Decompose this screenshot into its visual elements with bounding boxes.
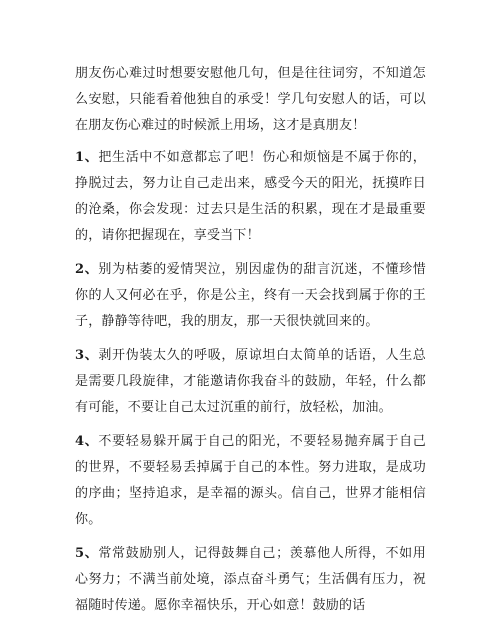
item-number: 5、	[75, 546, 99, 561]
list-item-3	[75, 343, 426, 421]
item-text: 常常鼓励别人，记得鼓舞自己；羡慕他人所得，不如用心努力；不满当前处境，添点奋斗勇气；生活偶有压力，祝福随时传递。愿你幸福快乐，开心如意！鼓励的话	[75, 546, 426, 613]
list-item-4	[75, 429, 426, 533]
intro-paragraph: 朋友伤心难过时想要安慰他几句，但是往往词穷，不知道怎么安慰，只能看着他独自的承受！学几句安慰人的话，可以在朋友伤心难过的时候派上用场，这才是真朋友！	[75, 66, 426, 133]
list-item-2	[75, 257, 426, 335]
document-body	[75, 61, 426, 627]
item-number: 3、	[75, 348, 99, 363]
item-text: 把生活中不如意都忘了吧！伤心和烦恼是不属于你的，挣脱过去，努力让自己走出来，感受今天的阳光，抚摸昨日的沧桑，你会发现：过去只是生活的积累，现在才是最重要的，请你把握现在，享受当下！	[75, 150, 426, 243]
item-text: 不要轻易躲开属于自己的阳光，不要轻易抛弃属于自己的世界，不要轻易丢掉属于自己的本性。努力进取，是成功的序曲；坚持追求，是幸福的源头。信自己，世界才能相信你。	[75, 434, 426, 527]
item-text: 别为枯萎的爱情哭泣，别因虚伪的甜言沉迷，不懂珍惜你的人又何必在乎，你是公主，终有一天会找到属于你的王子，静静等待吧，我的朋友，那一天很快就回来的。	[75, 262, 426, 329]
item-number: 1、	[75, 150, 99, 165]
list-item-1	[75, 145, 426, 249]
item-number: 4、	[75, 434, 99, 449]
item-text: 剥开伪装太久的呼吸，原谅坦白太简单的话语，人生总是需要几段旋律，才能邀请你我奋斗的鼓励，年轻，什么都有可能，不要让自己太过沉重的前行，放轻松，加油。	[75, 348, 426, 415]
list-item-5	[75, 541, 426, 619]
item-number: 2、	[75, 262, 99, 277]
